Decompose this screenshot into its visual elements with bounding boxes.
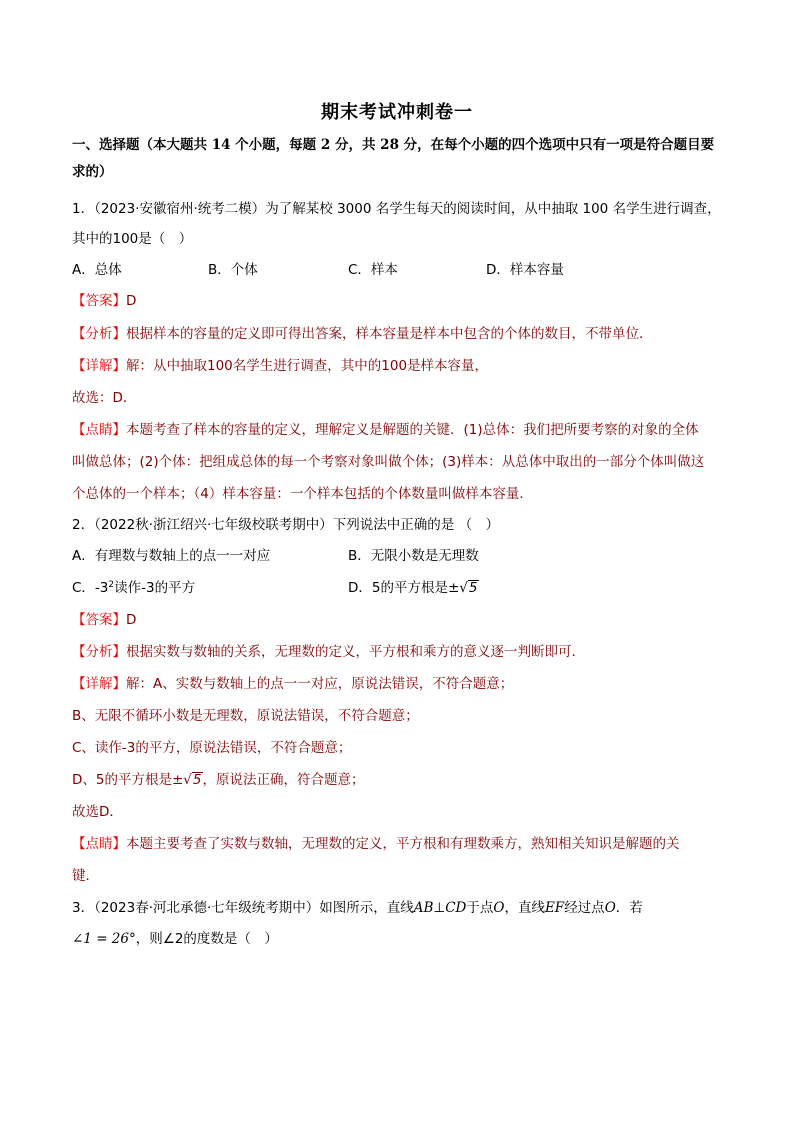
q1-detail: 【详解】解：从中抽取100名学生进行调查，其中的100是样本容量， xyxy=(72,358,489,374)
answer-value: D xyxy=(126,612,137,628)
q2-detail: 【详解】解：A、实数与数轴上的点一一对应，原说法错误，不符合题意； xyxy=(72,676,514,692)
q1-answer xyxy=(72,291,136,311)
q2-stem: 2．（2022秋·浙江绍兴·七年级校联考期中）下列说法中正确的是 （ ） xyxy=(72,517,500,533)
q2-option-a: A．有理数与数轴上的点一一对应 xyxy=(72,548,271,564)
q1-option-b: B．个体 xyxy=(208,262,258,278)
detail-label: 【详解】 xyxy=(72,676,126,692)
q2-analysis: 【分析】根据实数与数轴的关系，无理数的定义，平方根和乘方的意义逐一判断即可． xyxy=(72,644,585,660)
q2-choose: 故选D． xyxy=(72,804,123,820)
sqrt-radicand: 5 xyxy=(468,580,478,596)
q1-comment: 【点睛】本题考查了样本的容量的定义，理解定义是解题的关键．(1)总体：我们把所要考察的对象的全体 xyxy=(72,422,699,438)
q1-option-c: C．样本 xyxy=(348,262,398,278)
sqrt-radicand: 5 xyxy=(192,772,202,788)
analysis-label: 【分析】 xyxy=(72,644,126,660)
q2-comment: 【点睛】本题主要考查了实数与数轴，无理数的定义，平方根和有理数乘方，熟知相关知识是解题的关 xyxy=(72,836,680,852)
q2-option-d: D．5的平方根是±√5 xyxy=(348,580,478,596)
q3-stem: 3．（2023春·河北承德·七年级统考期中）如图所示，直线AB⊥CD于点O，直线EF经过点O．若 xyxy=(72,900,643,916)
q1-choose: 故选：D． xyxy=(72,390,137,406)
q1-comment-cont: 叫做总体；(2)个体：把组成总体的每一个考察对象叫做个体；(3)样本：从总体中取出的一部分个体叫做这 xyxy=(72,454,705,470)
q1-option-d: D．样本容量 xyxy=(486,262,564,278)
q2-detail-b: B、无限不循环小数是无理数，原说法错误，不符合题意； xyxy=(72,708,419,724)
section-heading: 一、选择题（本大题共 14 个小题，每题 2 分，共 28 分，在每个小题的四个选项中只有一项是符合题目要 xyxy=(72,137,715,153)
q2-answer xyxy=(72,610,136,630)
comment-label: 【点睛】 xyxy=(72,422,126,438)
answer-label: 【答案】 xyxy=(72,612,126,628)
q1-analysis: 【分析】根据样本的容量的定义即可得出答案，样本容量是样本中包含的个体的数目，不带单位． xyxy=(72,326,653,342)
analysis-label: 【分析】 xyxy=(72,326,126,342)
answer-value: D xyxy=(126,293,137,309)
q2-detail-c: C、读作-3的平方，原说法错误，不符合题意； xyxy=(72,740,352,756)
section-heading-cont: 求的） xyxy=(72,164,113,180)
q3-stem-cont: ∠1 = 26°，则∠2的度数是（ ） xyxy=(72,931,278,947)
q2-comment-cont: 键． xyxy=(72,868,99,884)
q1-comment-cont2: 个总体的一个样本；（4）样本容量：一个样本包括的个体数量叫做样本容量． xyxy=(72,486,533,502)
q1-option-a: A．总体 xyxy=(72,262,122,278)
q2-detail-d: D、5的平方根是±√5，原说法正确，符合题意； xyxy=(72,772,365,788)
detail-label: 【详解】 xyxy=(72,358,126,374)
page-title: 期末考试冲刺卷一 xyxy=(321,102,473,123)
q1-stem: 1．（2023·安徽宿州·统考二模）为了解某校 3000 名学生每天的阅读时间，从中抽取 100 名学生进行调查， xyxy=(72,201,721,217)
q1-stem-cont: 其中的100是（ ） xyxy=(72,231,193,247)
answer-label: 【答案】 xyxy=(72,293,126,309)
q2-option-c: C．$-3^2$读作-3的平方 xyxy=(72,580,196,596)
q2-option-b: B．无限小数是无理数 xyxy=(348,548,479,564)
comment-label: 【点睛】 xyxy=(72,836,126,852)
